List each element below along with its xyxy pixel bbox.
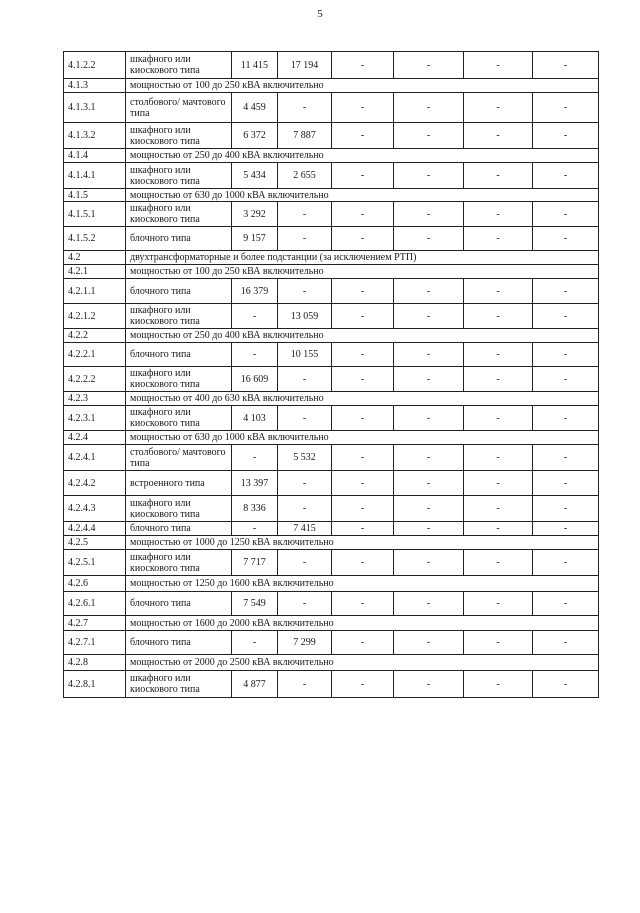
value-cell: -: [533, 202, 599, 227]
value-cell: -: [394, 93, 464, 123]
value-cell: -: [394, 163, 464, 189]
value-cell: -: [332, 202, 394, 227]
page-number: 5: [317, 8, 323, 20]
value-cell: 7 549: [232, 592, 278, 616]
value-cell: -: [394, 550, 464, 576]
table-row: [64, 227, 599, 251]
value-cell: -: [464, 93, 533, 123]
value-cell: -: [464, 52, 533, 79]
row-code: 4.2.4: [64, 431, 126, 445]
section-title: мощностью от 630 до 1000 кВА включительно: [126, 189, 599, 202]
value-cell: -: [332, 671, 394, 698]
value-cell: 7 887: [278, 123, 332, 149]
value-cell: -: [533, 445, 599, 471]
row-name: блочного типа: [126, 343, 232, 367]
section-row: [64, 655, 599, 671]
value-cell: -: [232, 522, 278, 536]
value-cell: -: [394, 631, 464, 655]
row-code: 4.2.1: [64, 265, 126, 279]
row-name: блочного типа: [126, 522, 232, 536]
section-row: [64, 576, 599, 592]
section-title: мощностью от 250 до 400 кВА включительно: [126, 329, 599, 343]
table-row: [64, 471, 599, 496]
value-cell: -: [278, 227, 332, 251]
section-row: [64, 392, 599, 406]
table-row: [64, 202, 599, 227]
value-cell: -: [533, 550, 599, 576]
value-cell: -: [533, 522, 599, 536]
row-name: шкафного или киоскового типа: [126, 671, 232, 698]
value-cell: -: [394, 406, 464, 431]
row-name: шкафного или киоскового типа: [126, 367, 232, 392]
value-cell: -: [278, 93, 332, 123]
value-cell: -: [394, 304, 464, 329]
value-cell: 4 459: [232, 93, 278, 123]
row-code: 4.2.4.4: [64, 522, 126, 536]
value-cell: 13 059: [278, 304, 332, 329]
value-cell: -: [464, 445, 533, 471]
section-row: [64, 79, 599, 93]
value-cell: -: [332, 445, 394, 471]
table-row: [64, 592, 599, 616]
value-cell: -: [533, 343, 599, 367]
section-title: мощностью от 1600 до 2000 кВА включительно: [126, 616, 599, 631]
value-cell: -: [232, 445, 278, 471]
value-cell: -: [278, 496, 332, 522]
value-cell: -: [464, 123, 533, 149]
value-cell: -: [332, 550, 394, 576]
value-cell: -: [533, 471, 599, 496]
value-cell: 3 292: [232, 202, 278, 227]
table-row: [64, 522, 599, 536]
value-cell: -: [464, 304, 533, 329]
value-cell: -: [394, 279, 464, 304]
value-cell: -: [278, 592, 332, 616]
value-cell: -: [394, 522, 464, 536]
value-cell: -: [533, 279, 599, 304]
value-cell: -: [332, 471, 394, 496]
row-code: 4.2.2: [64, 329, 126, 343]
row-name: столбового/ мачтового типа: [126, 445, 232, 471]
table-row: [64, 304, 599, 329]
table-row: [64, 631, 599, 655]
value-cell: -: [278, 671, 332, 698]
value-cell: 16 379: [232, 279, 278, 304]
value-cell: -: [464, 202, 533, 227]
section-title: мощностью от 2000 до 2500 кВА включительно: [126, 655, 599, 671]
value-cell: -: [464, 279, 533, 304]
row-code: 4.1.5.2: [64, 227, 126, 251]
section-row: [64, 189, 599, 202]
value-cell: 11 415: [232, 52, 278, 79]
value-cell: -: [394, 496, 464, 522]
section-row: [64, 251, 599, 265]
value-cell: -: [394, 445, 464, 471]
row-code: 4.2.3.1: [64, 406, 126, 431]
section-row: [64, 329, 599, 343]
row-code: 4.1.4: [64, 149, 126, 163]
value-cell: -: [394, 123, 464, 149]
row-code: 4.1.3.1: [64, 93, 126, 123]
row-name: блочного типа: [126, 631, 232, 655]
value-cell: -: [232, 343, 278, 367]
value-cell: -: [278, 550, 332, 576]
table-row: [64, 123, 599, 149]
table-row: [64, 367, 599, 392]
value-cell: -: [464, 367, 533, 392]
value-cell: -: [464, 163, 533, 189]
value-cell: -: [533, 93, 599, 123]
value-cell: -: [394, 671, 464, 698]
row-code: 4.2.3: [64, 392, 126, 406]
value-cell: -: [332, 522, 394, 536]
value-cell: -: [394, 471, 464, 496]
section-title: мощностью от 100 до 250 кВА включительно: [126, 79, 599, 93]
value-cell: 17 194: [278, 52, 332, 79]
row-code: 4.2.5: [64, 536, 126, 550]
section-row: [64, 431, 599, 445]
row-name: шкафного или киоскового типа: [126, 163, 232, 189]
row-code: 4.1.3: [64, 79, 126, 93]
table-row: [64, 406, 599, 431]
value-cell: -: [533, 123, 599, 149]
row-code: 4.1.3.2: [64, 123, 126, 149]
row-name: встроенного типа: [126, 471, 232, 496]
row-name: шкафного или киоскового типа: [126, 406, 232, 431]
section-row: [64, 265, 599, 279]
section-row: [64, 536, 599, 550]
value-cell: -: [464, 631, 533, 655]
value-cell: -: [332, 52, 394, 79]
row-code: 4.2.7: [64, 616, 126, 631]
value-cell: -: [232, 304, 278, 329]
value-cell: -: [464, 496, 533, 522]
row-code: 4.1.5.1: [64, 202, 126, 227]
value-cell: 2 655: [278, 163, 332, 189]
value-cell: 10 155: [278, 343, 332, 367]
value-cell: -: [332, 163, 394, 189]
value-cell: -: [278, 406, 332, 431]
value-cell: -: [533, 671, 599, 698]
row-code: 4.2.8.1: [64, 671, 126, 698]
table-row: [64, 496, 599, 522]
row-code: 4.2.8: [64, 655, 126, 671]
row-name: шкафного или киоскового типа: [126, 304, 232, 329]
row-code: 4.2.4.2: [64, 471, 126, 496]
row-code: 4.2.1.1: [64, 279, 126, 304]
row-name: шкафного или киоскового типа: [126, 123, 232, 149]
row-name: блочного типа: [126, 227, 232, 251]
row-code: 4.2.5.1: [64, 550, 126, 576]
value-cell: -: [332, 279, 394, 304]
table-row: [64, 343, 599, 367]
value-cell: -: [332, 631, 394, 655]
row-code: 4.1.5: [64, 189, 126, 202]
value-cell: -: [394, 592, 464, 616]
value-cell: -: [278, 471, 332, 496]
row-code: 4.2.6: [64, 576, 126, 592]
value-cell: -: [533, 406, 599, 431]
value-cell: -: [394, 52, 464, 79]
row-code: 4.2.1.2: [64, 304, 126, 329]
value-cell: -: [533, 592, 599, 616]
value-cell: 4 877: [232, 671, 278, 698]
value-cell: -: [533, 163, 599, 189]
row-code: 4.2.4.3: [64, 496, 126, 522]
row-code: 4.1.4.1: [64, 163, 126, 189]
row-code: 4.2.7.1: [64, 631, 126, 655]
value-cell: -: [332, 227, 394, 251]
value-cell: 8 336: [232, 496, 278, 522]
table-row: [64, 550, 599, 576]
value-cell: -: [533, 304, 599, 329]
table-row: [64, 163, 599, 189]
value-cell: -: [533, 496, 599, 522]
table-row: [64, 671, 599, 698]
value-cell: -: [332, 343, 394, 367]
value-cell: -: [464, 471, 533, 496]
value-cell: -: [533, 367, 599, 392]
row-code: 4.1.2.2: [64, 52, 126, 79]
value-cell: -: [232, 631, 278, 655]
value-cell: -: [464, 592, 533, 616]
value-cell: -: [394, 202, 464, 227]
value-cell: -: [533, 227, 599, 251]
value-cell: 4 103: [232, 406, 278, 431]
section-title: мощностью от 100 до 250 кВА включительно: [126, 265, 599, 279]
section-title: мощностью от 400 до 630 кВА включительно: [126, 392, 599, 406]
value-cell: 7 717: [232, 550, 278, 576]
row-code: 4.2.2.2: [64, 367, 126, 392]
value-cell: -: [394, 343, 464, 367]
row-name: блочного типа: [126, 279, 232, 304]
value-cell: -: [394, 367, 464, 392]
value-cell: 13 397: [232, 471, 278, 496]
value-cell: -: [464, 522, 533, 536]
section-row: [64, 616, 599, 631]
value-cell: -: [332, 496, 394, 522]
table-row: [64, 93, 599, 123]
value-cell: -: [278, 202, 332, 227]
tariff-table: [63, 51, 599, 698]
value-cell: 5 532: [278, 445, 332, 471]
section-title: двухтрансформаторные и более подстанции (за исключением РТП): [126, 251, 599, 265]
value-cell: -: [464, 343, 533, 367]
value-cell: -: [464, 406, 533, 431]
value-cell: -: [278, 279, 332, 304]
value-cell: -: [332, 93, 394, 123]
section-title: мощностью от 630 до 1000 кВА включительно: [126, 431, 599, 445]
row-name: блочного типа: [126, 592, 232, 616]
value-cell: -: [278, 367, 332, 392]
section-title: мощностью от 1000 до 1250 кВА включительно: [126, 536, 599, 550]
value-cell: 9 157: [232, 227, 278, 251]
value-cell: -: [332, 592, 394, 616]
value-cell: -: [464, 671, 533, 698]
row-name: столбового/ мачтового типа: [126, 93, 232, 123]
value-cell: -: [533, 631, 599, 655]
section-title: мощностью от 250 до 400 кВА включительно: [126, 149, 599, 163]
row-name: шкафного или киоскового типа: [126, 496, 232, 522]
section-row: [64, 149, 599, 163]
value-cell: 7 415: [278, 522, 332, 536]
row-code: 4.2.6.1: [64, 592, 126, 616]
section-title: мощностью от 1250 до 1600 кВА включительно: [126, 576, 599, 592]
table-row: [64, 52, 599, 79]
row-name: шкафного или киоскового типа: [126, 202, 232, 227]
value-cell: 7 299: [278, 631, 332, 655]
value-cell: -: [332, 123, 394, 149]
row-code: 4.2.2.1: [64, 343, 126, 367]
value-cell: 16 609: [232, 367, 278, 392]
value-cell: -: [332, 367, 394, 392]
value-cell: 6 372: [232, 123, 278, 149]
row-code: 4.2: [64, 251, 126, 265]
value-cell: -: [464, 227, 533, 251]
row-name: шкафного или киоскового типа: [126, 550, 232, 576]
row-code: 4.2.4.1: [64, 445, 126, 471]
value-cell: -: [394, 227, 464, 251]
value-cell: -: [464, 550, 533, 576]
row-name: шкафного или киоскового типа: [126, 52, 232, 79]
table-row: [64, 279, 599, 304]
value-cell: -: [332, 406, 394, 431]
value-cell: -: [332, 304, 394, 329]
value-cell: 5 434: [232, 163, 278, 189]
table-row: [64, 445, 599, 471]
value-cell: -: [533, 52, 599, 79]
